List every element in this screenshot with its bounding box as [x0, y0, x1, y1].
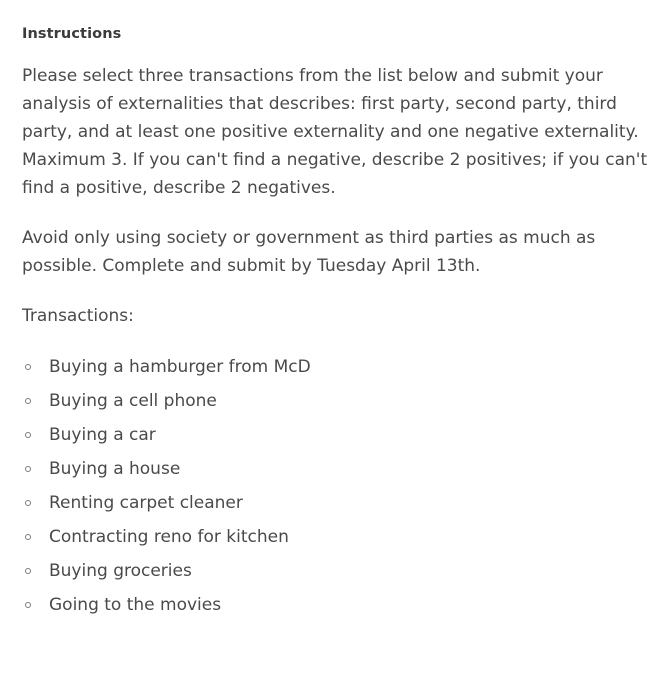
list-item-label: Buying a cell phone [49, 391, 217, 411]
list-item [22, 520, 650, 554]
list-item [22, 418, 650, 452]
instructions-paragraph-2: Avoid only using society or government as third parties as much as possible. Complete and submit by Tuesday April 13th. [22, 228, 596, 276]
list-item [22, 486, 650, 520]
transactions-list [22, 350, 650, 622]
list-item-label: Contracting reno for kitchen [49, 527, 289, 547]
list-item [22, 350, 650, 384]
circle-bullet-icon [25, 602, 31, 608]
list-item-label: Buying a house [49, 459, 181, 479]
circle-bullet-icon [25, 364, 31, 370]
circle-bullet-icon [25, 568, 31, 574]
transactions-label: Transactions: [22, 306, 134, 326]
circle-bullet-icon [25, 432, 31, 438]
list-item [22, 452, 650, 486]
circle-bullet-icon [25, 466, 31, 472]
list-item-label: Going to the movies [49, 595, 222, 615]
list-item-label: Buying a car [49, 425, 156, 445]
circle-bullet-icon [25, 534, 31, 540]
list-item-label: Buying a hamburger from McD [49, 357, 311, 377]
list-item [22, 384, 650, 418]
instructions-paragraph-1: Please select three transactions from the list below and submit your analysis of externalities that describes: first party, second party, third party, and at least one positive externality and one negative externality. Maximum 3. If you can't find a negative, describe 2 positives; if you can't find a positive, describe 2 negatives. [22, 66, 648, 198]
circle-bullet-icon [25, 398, 31, 404]
list-item-label: Buying groceries [49, 561, 192, 581]
list-item [22, 588, 650, 622]
page-title: Instructions [22, 26, 122, 42]
circle-bullet-icon [25, 500, 31, 506]
list-item-label: Renting carpet cleaner [49, 493, 243, 513]
list-item [22, 554, 650, 588]
